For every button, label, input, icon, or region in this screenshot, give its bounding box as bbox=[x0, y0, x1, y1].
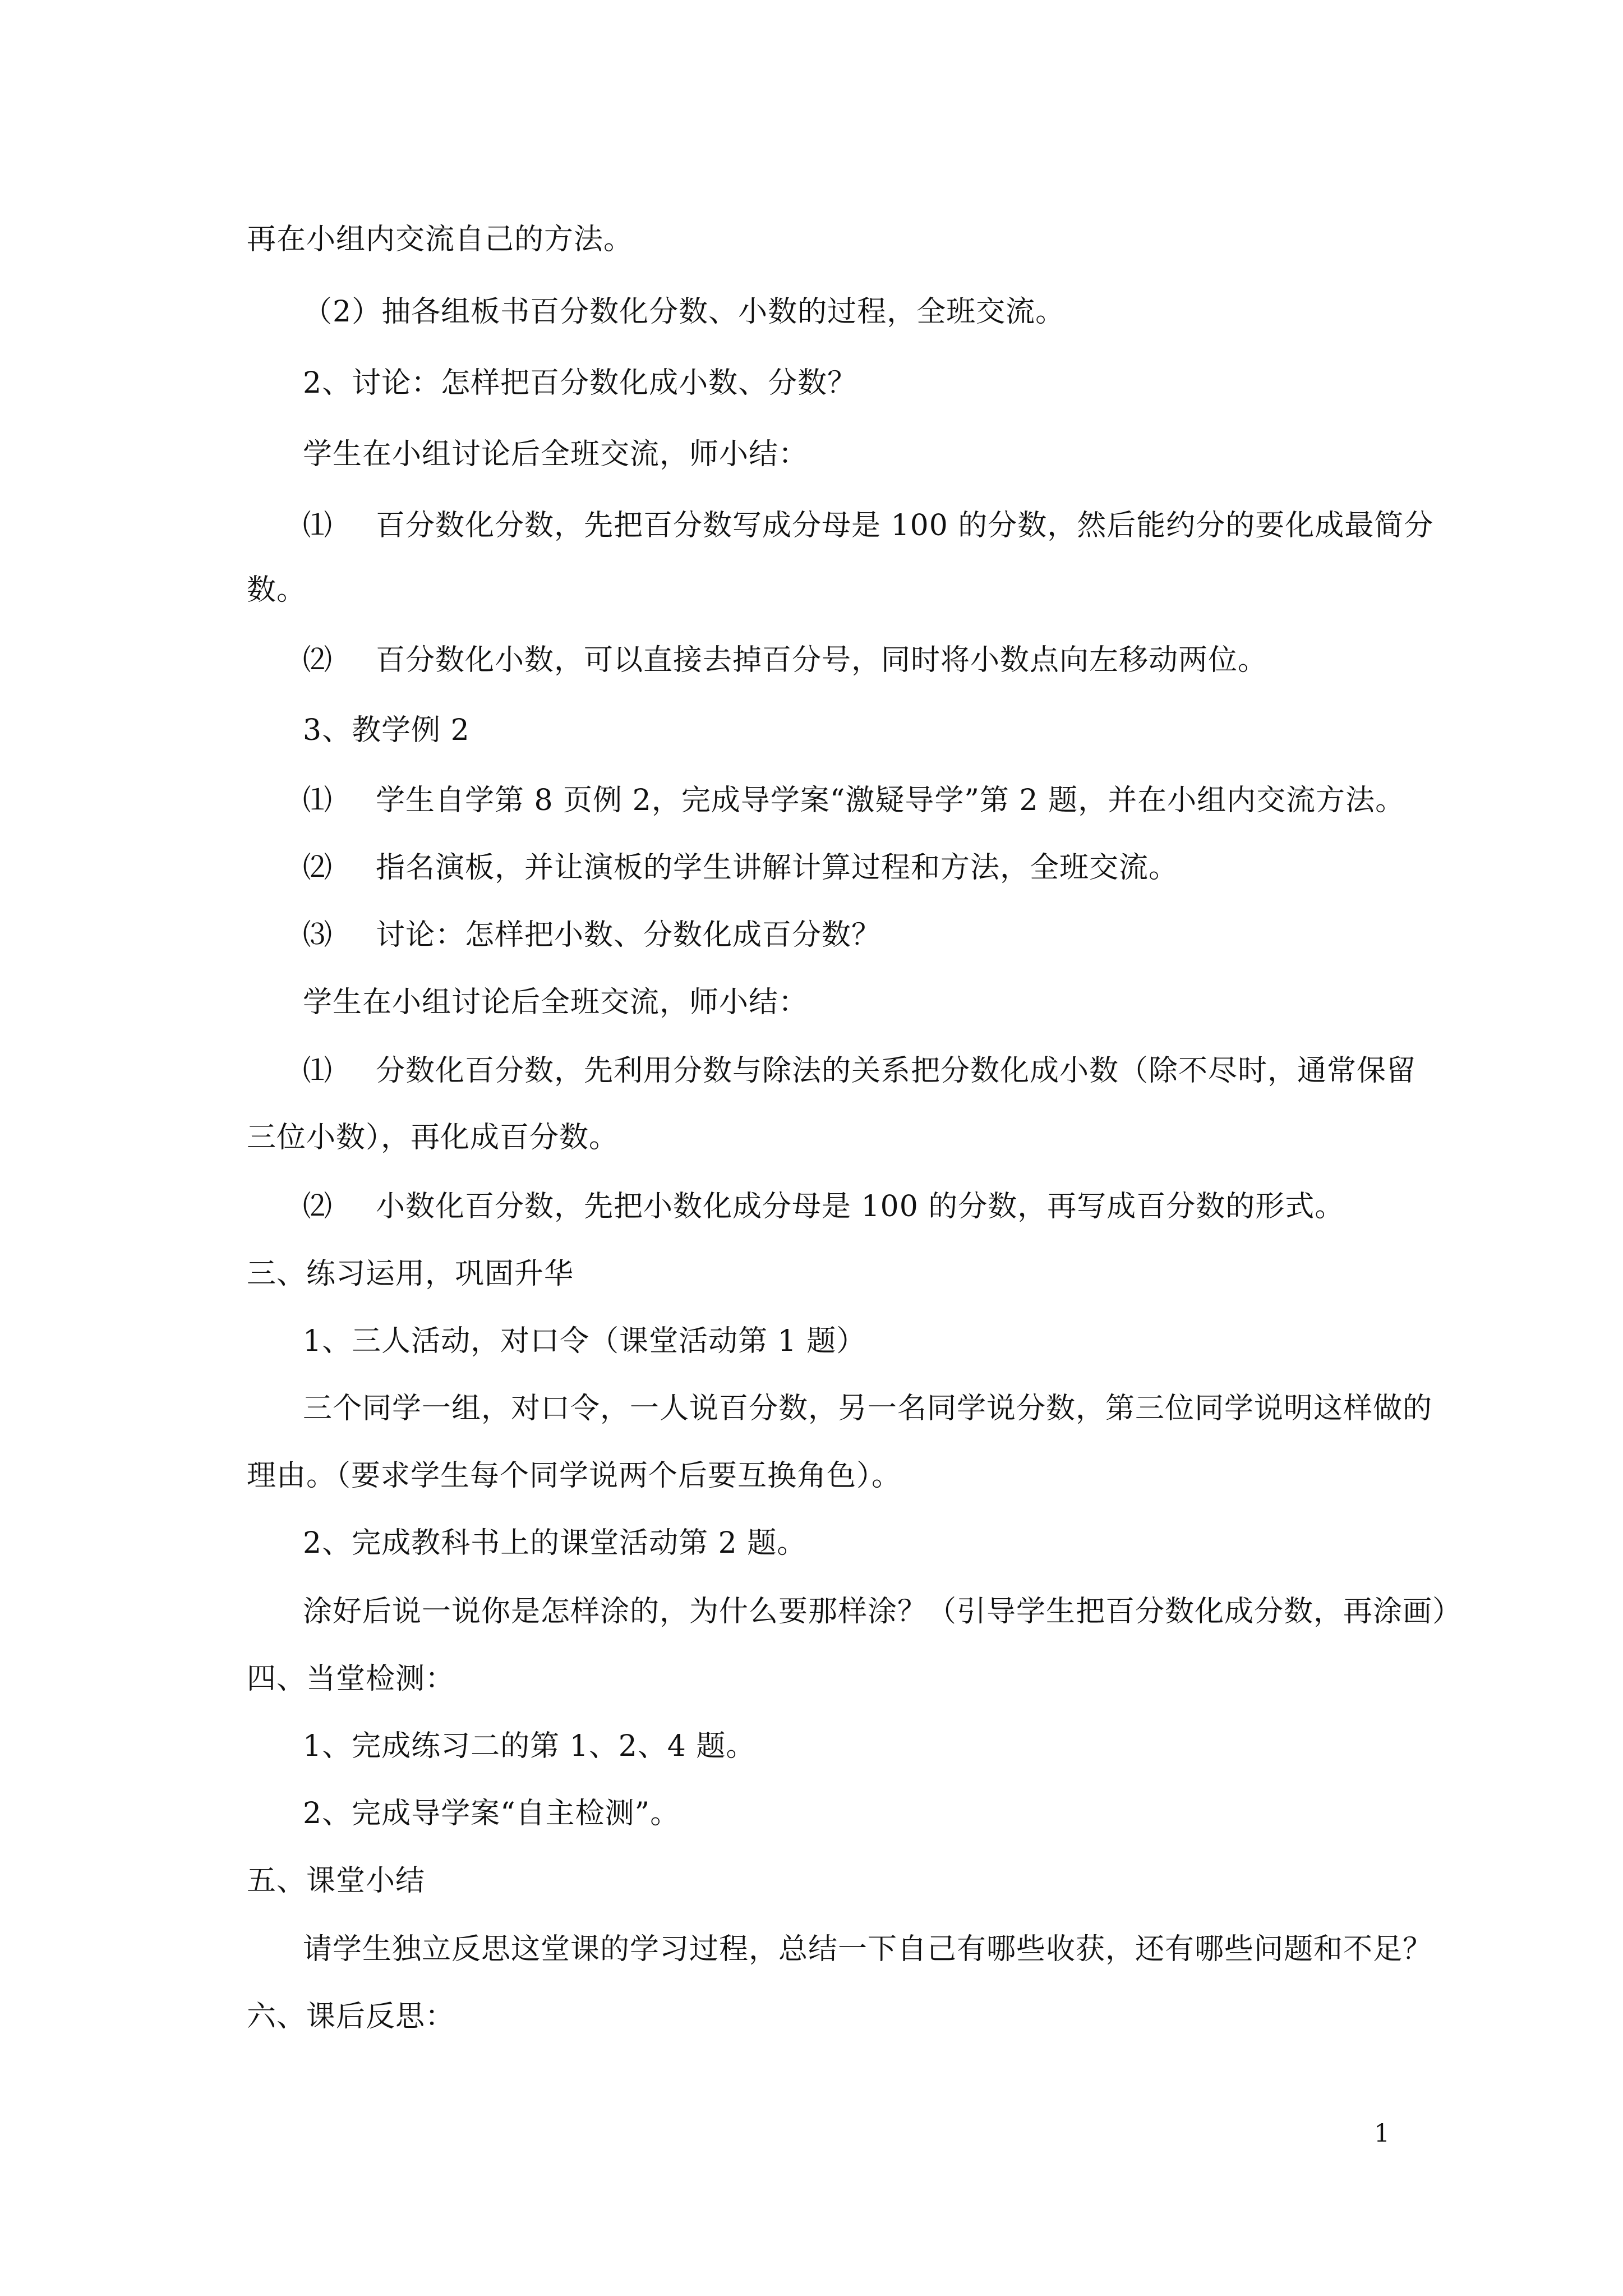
text-line: 学生在小组讨论后全班交流，师小结： bbox=[303, 986, 809, 1019]
item-text: 百分数化小数，可以直接去掉百分号，同时将小数点向左移动两位。 bbox=[376, 643, 1268, 677]
item-text: 指名演板，并让演板的学生讲解计算过程和方法，全班交流。 bbox=[376, 851, 1179, 885]
item-text: 讨论：怎样把小数、分数化成百分数？ bbox=[376, 918, 882, 952]
numbered-item bbox=[303, 1187, 1344, 1226]
text-line: 2、完成教科书上的课堂活动第 2 题。 bbox=[303, 1526, 807, 1560]
text-line: 2、完成导学案“自主检测”。 bbox=[303, 1797, 680, 1830]
numbered-item bbox=[303, 915, 881, 955]
text-line: 1、三人活动，对口令（课堂活动第 1 题） bbox=[303, 1324, 866, 1358]
text-line: 数。 bbox=[247, 573, 307, 607]
section-heading: 三、练习运用，巩固升华 bbox=[247, 1257, 574, 1291]
numbered-item bbox=[303, 641, 1267, 680]
text-line: 1、完成练习二的第 1、2、4 题。 bbox=[303, 1729, 756, 1763]
item-text: 分数化百分数，先利用分数与除法的关系把分数化成小数（除不尽时，通常保留 bbox=[376, 1054, 1417, 1088]
item-text: 学生自学第 8 页例 2，完成导学案“激疑导学”第 2 题，并在小组内交流方法。 bbox=[376, 784, 1405, 817]
numbered-item bbox=[303, 781, 1405, 820]
text-line: 3、教学例 2 bbox=[303, 714, 470, 747]
item-number: ⑴ bbox=[303, 784, 333, 817]
text-line: 学生在小组讨论后全班交流，师小结： bbox=[303, 438, 809, 471]
page-number: 1 bbox=[1374, 2119, 1390, 2148]
numbered-item bbox=[303, 848, 1178, 887]
item-number: ⑴ bbox=[303, 1054, 333, 1088]
text-line: 涂好后说一说你是怎样涂的，为什么要那样涂？（引导学生把百分数化成分数，再涂画） bbox=[303, 1595, 1463, 1628]
text-line: 请学生独立反思这堂课的学习过程，总结一下自己有哪些收获，还有哪些问题和不足？ bbox=[303, 1932, 1433, 1966]
text-line: 三个同学一组，对口令，一人说百分数，另一名同学说分数，第三位同学说明这样做的 bbox=[303, 1392, 1433, 1425]
item-text: 百分数化分数，先把百分数写成分母是 100 的分数，然后能约分的要化成最简分 bbox=[376, 509, 1434, 542]
text-line: （2）抽各组板书百分数化分数、小数的过程，全班交流。 bbox=[303, 295, 1066, 329]
text-line: 再在小组内交流自己的方法。 bbox=[247, 223, 634, 256]
numbered-item bbox=[303, 1051, 1416, 1091]
item-number: ⑶ bbox=[303, 918, 333, 952]
item-number: ⑵ bbox=[303, 1190, 333, 1223]
section-heading: 五、课堂小结 bbox=[247, 1864, 426, 1898]
item-number: ⑵ bbox=[303, 851, 333, 885]
numbered-item bbox=[303, 506, 1433, 545]
section-heading: 四、当堂检测： bbox=[247, 1662, 455, 1696]
section-heading: 六、课后反思： bbox=[247, 2000, 455, 2033]
item-number: ⑴ bbox=[303, 509, 333, 542]
item-text: 小数化百分数，先把小数化成分母是 100 的分数，再写成百分数的形式。 bbox=[376, 1190, 1345, 1223]
text-line: 2、讨论：怎样把百分数化成小数、分数？ bbox=[303, 366, 857, 400]
text-line: 三位小数），再化成百分数。 bbox=[247, 1121, 619, 1154]
text-line: 理由。（要求学生每个同学说两个后要互换角色）。 bbox=[247, 1459, 902, 1493]
item-number: ⑵ bbox=[303, 643, 333, 677]
